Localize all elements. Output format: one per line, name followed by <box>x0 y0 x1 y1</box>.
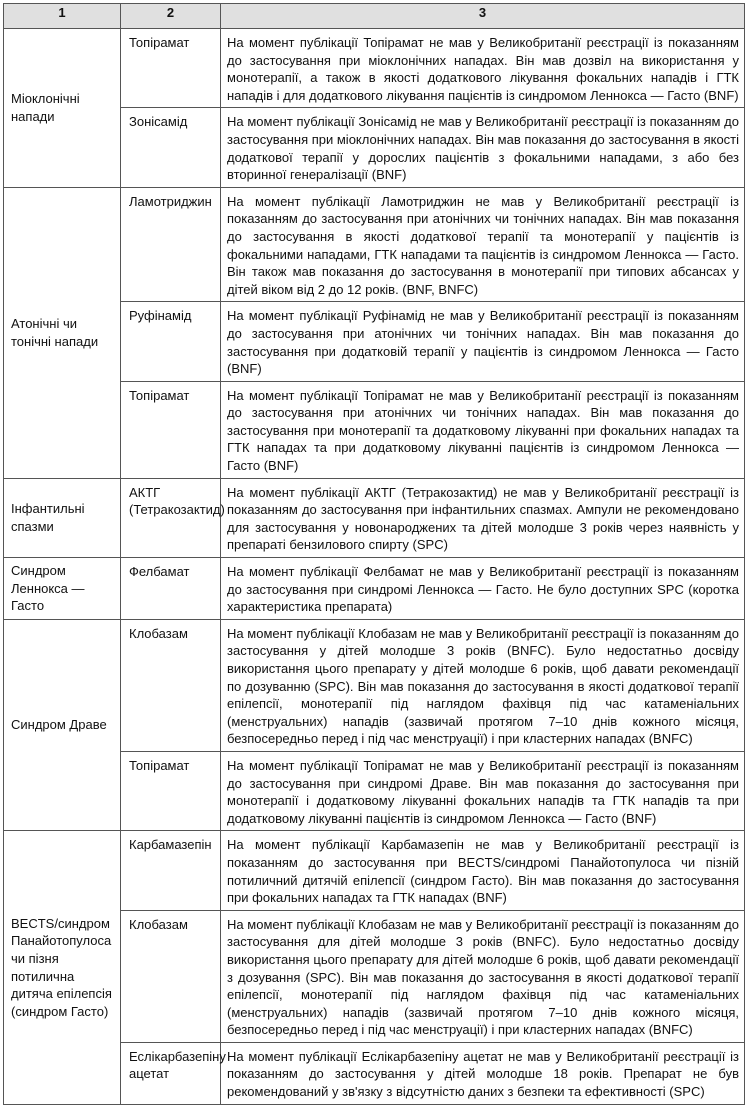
drug-cell: Клобазам <box>121 910 221 1042</box>
description-cell: На момент публікації Карбамазепін не мав у Великобританії реєстрації із показанням до застосування при BECTS/синдромі Панайотопулоса чи пізній потиличний дитячій епілепсії (синдром Гасто). Він мав показання до застосування при фокальних нападах та ГТК нападах (BNF) <box>221 831 745 910</box>
header-col-1: 1 <box>4 4 121 29</box>
table-row <box>4 29 745 108</box>
table-row <box>4 187 745 302</box>
drug-cell: Еслікарбазепіну ацетат <box>121 1042 221 1104</box>
drug-cell: Фелбамат <box>121 558 221 620</box>
drug-cell: Ламотриджин <box>121 187 221 302</box>
condition-cell: Інфантильні спазми <box>4 478 121 557</box>
table-row <box>4 619 745 751</box>
drug-cell: Руфінамід <box>121 302 221 381</box>
condition-cell: BECTS/синдром Панайотопулоса чи пізня потилична дитяча епілепсія (синдром Гасто) <box>4 831 121 1104</box>
description-cell: На момент публікації Клобазам не мав у Великобританії реєстрації із показанням до застосування у дітей молодше 3 років (BNFC). Було недостатньо досвіду використання цього препарату у дітей молодше 6 років, щоб давати рекомендації по дозуванню (SPC). Він мав показання до застосування в якості додаткової терапії епілепсії, монотерапії під наглядом фахівця під час катаменіальних (менструальних) нападів (зазвичай протягом 7–10 днів кожного місяця, безпосередньо перед і під час менструації) і при кластерних нападах (BNFC) <box>221 619 745 751</box>
drug-cell: Зонісамід <box>121 108 221 187</box>
condition-cell: Синдром Драве <box>4 619 121 831</box>
description-cell: На момент публікації Топірамат не мав у Великобританії реєстрації із показанням до застосування при міоклонічних нападах. Він мав дозвіл на використання у монотерапії, а також в якості додаткового лікування фокальних нападів і ГТК нападів і для додаткового лікування пацієнтів із синдромом Леннокса — Гасто (BNF) <box>221 29 745 108</box>
drug-cell: Топірамат <box>121 381 221 478</box>
table-row <box>4 558 745 620</box>
description-cell: На момент публікації Топірамат не мав у Великобританії реєстрації із показанням до застосування при синдромі Драве. Він мав показання до застосування при монотерапії і додатковому лікуванні фокальних нападів та ГТК нападів та при додатковому лікуванні пацієнтів із синдромом Леннокса — Гасто (BNF) <box>221 751 745 830</box>
drug-cell: Карбамазепін <box>121 831 221 910</box>
drug-indications-table <box>3 3 745 1105</box>
description-cell: На момент публікації Еслікарбазепіну ацетат не мав у Великобританії реєстрації із показанням до застосування у дітей молодше 18 років. Препарат не був рекомендований у зв'язку з відсутністю даних з безпеки та ефективності (SPC) <box>221 1042 745 1104</box>
header-col-3: 3 <box>221 4 745 29</box>
description-cell: На момент публікації АКТГ (Тетракозактид) не мав у Великобританії реєстрації із показанням до застосування при інфантильних спазмах. Ампули не рекомендовано для застосування у новонароджених та дітей молодше 3 років через наявність у препараті бензилового спирту (SPC) <box>221 478 745 557</box>
description-cell: На момент публікації Фелбамат не мав у Великобританії реєстрації із показанням до застосування при синдромі Леннокса — Гасто. Не було доступних SPC (коротка характеристика препарата) <box>221 558 745 620</box>
description-cell: На момент публікації Ламотриджин не мав у Великобританії реєстрації із показанням до застосування при атонічних чи тонічних нападах. Він мав показання до застосування в якості додаткової терапії та монотерапії у пацієнтів із фокальними нападами, ГТК нападами та пацієнтів із синдромом Леннокса — Гасто. Він також мав показання до застосування в монотерапії при типових абсансах у дітей віком від 2 до 12 років. (BNF, BNFC) <box>221 187 745 302</box>
header-col-2: 2 <box>121 4 221 29</box>
drug-cell: АКТГ (Тетракозактид) <box>121 478 221 557</box>
table-row <box>4 831 745 910</box>
drug-cell: Клобазам <box>121 619 221 751</box>
condition-cell: Міоклонічні напади <box>4 29 121 188</box>
condition-cell: Атонічні чи тонічні напади <box>4 187 121 478</box>
description-cell: На момент публікації Зонісамід не мав у Великобританії реєстрації із показанням до застосування при міоклонічних нападах. Він мав показання до застосування в якості додаткової терапії у дорослих пацієнтів з фокальними нападами, з або без вторинної генералізації (BNF) <box>221 108 745 187</box>
description-cell: На момент публікації Руфінамід не мав у Великобританії реєстрації із показанням до застосування при атонічних чи тонічних нападах. Він мав показання до застосування при додатковій терапії у пацієнтів із синдромом Леннокса — Гасто (BNF) <box>221 302 745 381</box>
drug-cell: Топірамат <box>121 29 221 108</box>
description-cell: На момент публікації Клобазам не мав у Великобританії реєстрації із показанням до застосування для дітей молодше 3 років (BNFC). Було недостатньо досвіду використання цього препарату для дітей молодше 6 років, щоб давати рекомендації з дозування (SPC). Він мав показання до застосування в якості додаткової терапії епілепсії, монотерапії під наглядом фахівця під час катаменіальних (менструальних) нападів (зазвичай протягом 7–10 днів кожного місяця, безпосередньо перед і під час менструації) і при кластерних нападах (BNFC) <box>221 910 745 1042</box>
table-row <box>4 478 745 557</box>
drug-cell: Топірамат <box>121 751 221 830</box>
header-row <box>4 4 745 29</box>
condition-cell: Синдром Леннокса — Гасто <box>4 558 121 620</box>
description-cell: На момент публікації Топірамат не мав у Великобританії реєстрації із показанням до застосування при атонічних чи тонічних нападах. Він мав показання до застосування при монотерапії та додатковому лікуванні при фокальних нападах та ГТК нападах та при додатковому лікуванні пацієнтів із синдромом Леннокса — Гасто (BNF) <box>221 381 745 478</box>
